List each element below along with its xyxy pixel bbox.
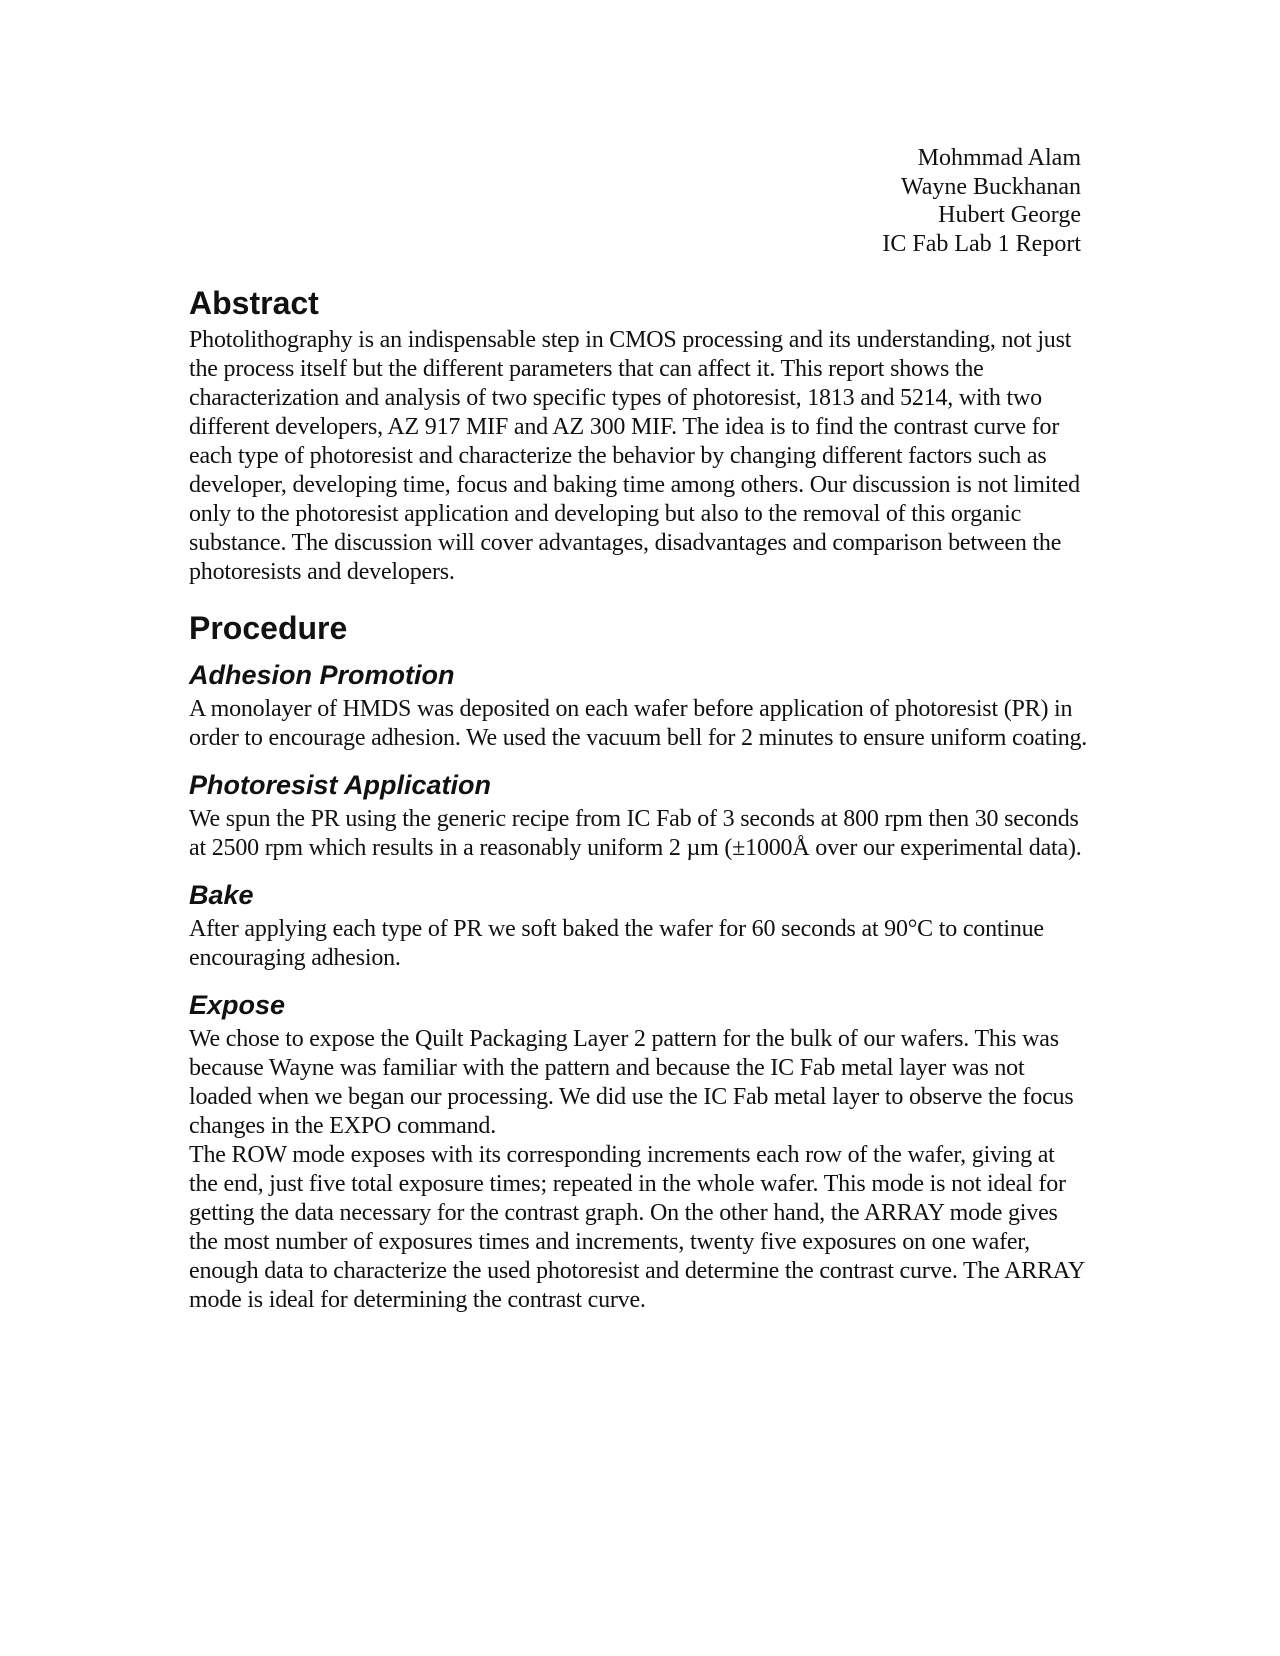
- subsection-heading: Adhesion Promotion: [189, 660, 455, 690]
- subsection-bake: [189, 879, 1089, 973]
- author-name: Wayne Buckhanan: [901, 173, 1081, 200]
- abstract-section: [189, 284, 1089, 587]
- author-block: [882, 144, 1081, 258]
- subsection-heading: Photoresist Application: [189, 770, 492, 800]
- subsection-paragraph: The ROW mode exposes with its corresponding increments each row of the wafer, giving at the end, just five total exposure times; repeated in the whole wafer. This mode is not ideal for getting the data necessary for the contrast graph. On the other hand, the ARRAY mode gives the most number of exposures times and increments, twenty five exposures on one wafer, enough data to characterize the used photoresist and determine the contrast curve. The ARRAY mode is ideal for determining the contrast curve.: [189, 1142, 1085, 1313]
- subsection-paragraph: We spun the PR using the generic recipe from IC Fab of 3 seconds at 800 rpm then 30 seconds at 2500 rpm which results in a reasonably uniform 2 µm (±1000Å over our experimental data).: [189, 806, 1082, 861]
- subsection-heading: Expose: [189, 990, 286, 1020]
- subsection-adhesion-promotion: [189, 659, 1089, 753]
- document-body: [189, 284, 1089, 1315]
- report-title: IC Fab Lab 1 Report: [882, 230, 1081, 257]
- subsection-heading: Bake: [189, 880, 254, 910]
- author-name: Hubert George: [938, 202, 1081, 228]
- abstract-heading: Abstract: [189, 285, 319, 321]
- procedure-section: [189, 609, 1089, 1315]
- subsection-photoresist-application: [189, 769, 1089, 863]
- abstract-paragraph: Photolithography is an indispensable step in CMOS processing and its understanding, not just the process itself but the different parameters that can affect it. This report shows the characterization and analysis of two specific types of photoresist, 1813 and 5214, with two different developers, AZ 917 MIF and AZ 300 MIF. The idea is to find the contrast curve for each type of photoresist and characterize the behavior by changing different factors such as developer, developing time, focus and baking time among others. Our discussion is not limited only to the photoresist application and developing but also to the removal of this organic substance. The discussion will cover advantages, disadvantages and comparison between the photoresists and developers.: [189, 327, 1080, 585]
- subsection-paragraph: A monolayer of HMDS was deposited on each wafer before application of photoresist (PR) in order to encourage adhesion. We used the vacuum bell for 2 minutes to ensure uniform coating.: [189, 696, 1088, 751]
- subsection-expose: [189, 989, 1089, 1315]
- subsection-paragraph: We chose to expose the Quilt Packaging Layer 2 pattern for the bulk of our wafers. This was because Wayne was familiar with the pattern and because the IC Fab metal layer was not loaded when we began our processing. We did use the IC Fab metal layer to observe the focus changes in the EXPO command.: [189, 1026, 1074, 1139]
- procedure-heading: Procedure: [189, 610, 348, 646]
- author-name: Mohmmad Alam: [917, 145, 1081, 171]
- subsection-paragraph: After applying each type of PR we soft baked the wafer for 60 seconds at 90°C to continue encouraging adhesion.: [189, 916, 1044, 971]
